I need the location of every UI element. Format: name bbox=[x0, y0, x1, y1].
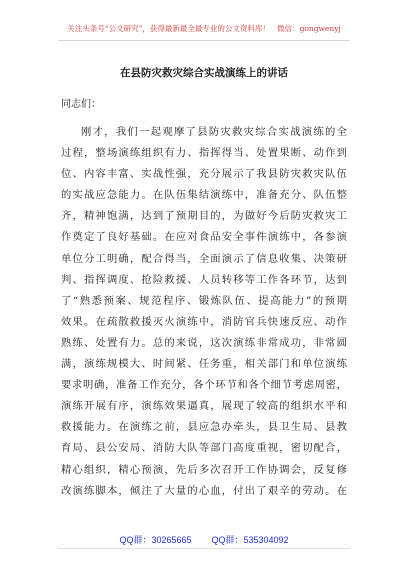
body-line: 过程，整场演练组织有力、指挥得当、处置果断、动作到 bbox=[61, 147, 347, 160]
body-line: 效果。在疏散救援灭火演练中，消防官兵快速反应、动作 bbox=[61, 315, 347, 328]
header-divider bbox=[58, 40, 350, 41]
body-line: 精心组织，精心预演，先后多次召开工作协调会，反复修 bbox=[61, 463, 347, 476]
page-header bbox=[0, 24, 408, 34]
footer-qq-group-1: QQ群：30265665 bbox=[119, 535, 192, 545]
footer-divider bbox=[58, 548, 350, 549]
body-line: 要求明确，准备工作充分，各个环节和各个细节考虑周密， bbox=[61, 379, 347, 392]
document-title: 在县防灾救灾综合实战演练上的讲话 bbox=[120, 67, 288, 79]
body-line: 单位分工明确，配合得当，全面演示了信息收集、决策研 bbox=[61, 252, 347, 265]
salutation: 同志们： bbox=[61, 99, 101, 110]
body-line: 判、指挥调度、抢险救援、人员转移等工作各环节，达到 bbox=[61, 273, 347, 286]
page-footer bbox=[0, 534, 408, 546]
header-wechat-label: 微信： bbox=[277, 24, 300, 33]
footer-qq-group-2: QQ群：535304092 bbox=[211, 535, 289, 545]
body-line: 的实战应急能力。在队伍集结演练中，准备充分、队伍整 bbox=[61, 189, 347, 202]
header-text-before: 关注头条号 bbox=[67, 24, 105, 33]
header-text-middle: ，获得最新最全最专业的公文资料库！ bbox=[142, 24, 270, 33]
body-line: 育局、县公安局、消防大队等部门高度重视，密切配合， bbox=[61, 442, 347, 455]
body-line: 熟练、处置有力。总的来说，这次演练非常成功，非常圆 bbox=[61, 336, 347, 349]
body-line: 了“熟悉预案、规范程序、锻炼队伍、提高能力”的预期 bbox=[61, 294, 347, 307]
body-line: 满，演练规模大、时间紧、任务重，相关部门和单位演练 bbox=[61, 358, 347, 371]
body-line: 位、内容丰富、实战性强，充分展示了我县防灾救灾队伍 bbox=[61, 168, 347, 181]
body-line: 齐，精神饱满，达到了预期目的，为做好今后防灾救灾工 bbox=[61, 210, 347, 223]
header-wechat-id: gongwenyj bbox=[299, 24, 341, 33]
body-line: 作奠定了良好基础。在应对食品安全事件演练中，各参演 bbox=[61, 231, 347, 244]
body-line: 演练开展有序，演练效果逼真，展现了较高的组织水平和 bbox=[61, 400, 347, 413]
body-line: 刚才，我们一起观摩了县防灾救灾综合实战演练的全 bbox=[81, 126, 347, 138]
header-account: “公文研究” bbox=[104, 24, 143, 33]
body-line: 救援能力。在演练之前，县应急办牵头，县卫生局、县教 bbox=[61, 421, 347, 434]
body-paragraph bbox=[61, 122, 347, 502]
body-line: 改演练脚本，倾注了大量的心血，付出了艰辛的劳动。在 bbox=[61, 484, 347, 497]
